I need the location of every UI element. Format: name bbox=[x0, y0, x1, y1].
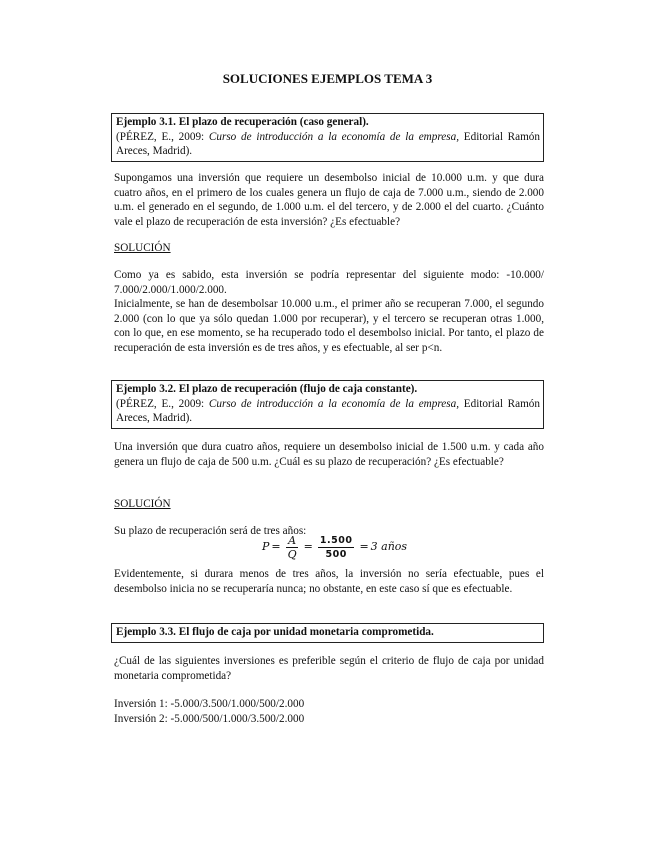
example-3-1-box bbox=[111, 113, 544, 162]
example-3-3-box bbox=[111, 623, 544, 643]
formula-equals: = bbox=[271, 540, 281, 554]
reference-author: (PÉREZ, E., 2009: bbox=[116, 130, 209, 143]
reference-book-title: Curso de introducción a la economía de la empresa, bbox=[208, 130, 460, 143]
example-3-2-solution-intro: Su plazo de recuperación será de tres años: bbox=[114, 525, 307, 537]
formula-equals: = bbox=[359, 540, 369, 554]
example-3-3-heading: Ejemplo 3.3. El flujo de caja por unidad monetaria comprometida. bbox=[116, 626, 434, 638]
example-3-1-reference bbox=[116, 131, 540, 158]
example-3-3-investments bbox=[114, 697, 544, 726]
formula-fraction-numeric bbox=[318, 534, 355, 561]
investment-2: Inversión 2: -5.000/500/1.000/3.500/2.000 bbox=[114, 712, 305, 725]
formula-result: 3 años bbox=[370, 540, 408, 554]
solution-paragraph: Como ya es sabido, esta inversión se podría representar del siguiente modo: -10.000/ 7.000/2.000/1.000/2.000. bbox=[114, 269, 544, 296]
example-3-2-statement: Una inversión que dura cuatro años, requiere un desembolso inicial de 1.500 u.m. y cada año genera un flujo de caja de 500 u.m. ¿Cuál es su plazo de recuperación? ¿Es efectuable? bbox=[114, 441, 544, 468]
example-3-2-box bbox=[111, 380, 544, 429]
reference-book-title: Curso de introducción a la economía de la empresa, bbox=[208, 397, 460, 410]
fraction-denominator: 500 bbox=[325, 549, 347, 560]
reference-author: (PÉREZ, E., 2009: bbox=[116, 397, 209, 410]
formula-lhs: P bbox=[262, 540, 270, 554]
reference-publisher: Editorial Ramón Areces, Madrid). bbox=[116, 130, 540, 157]
fraction-numerator: A bbox=[288, 534, 297, 547]
formula-equals: = bbox=[303, 540, 313, 554]
fraction-numerator: 1.500 bbox=[319, 535, 353, 546]
example-3-2-reference bbox=[116, 398, 540, 425]
example-3-2-solution-text: Evidentemente, si durara menos de tres años, la inversión no sería efectuable, pues el desembolso inicia no se recuperaría nunca; no obstante, en este caso sí que es efectuable. bbox=[114, 568, 544, 595]
payback-formula bbox=[262, 534, 407, 561]
example-3-2-heading: Ejemplo 3.2. El plazo de recuperación (flujo de caja constante). bbox=[116, 383, 418, 395]
example-3-3-statement: ¿Cuál de las siguientes inversiones es preferible según el criterio de flujo de caja por unidad monetaria comprometida? bbox=[114, 655, 544, 682]
page-title: SOLUCIONES EJEMPLOS TEMA 3 bbox=[222, 71, 433, 86]
example-3-1-statement: Supongamos una inversión que requiere un desembolso inicial de 10.000 u.m. y que dura cuatro años, en el primero de los cuales genera un flujo de caja de 7.000 u.m., siendo de 2.000 u.m. el generado en el segundo, de 1.000 u.m. el del tercero, y de 2.000 el del cuarto. ¿Cuánto vale el plazo de recuperación de esta inversión? ¿Es efectuable? bbox=[114, 172, 544, 228]
example-3-1-heading: Ejemplo 3.1. El plazo de recuperación (caso general). bbox=[116, 116, 369, 128]
example-3-2-solution-label: SOLUCIÓN bbox=[114, 498, 171, 510]
example-3-1-solution-text bbox=[114, 268, 544, 355]
example-3-1-solution-label: SOLUCIÓN bbox=[114, 242, 171, 254]
formula-fraction-symbolic bbox=[286, 534, 299, 561]
fraction-denominator: Q bbox=[287, 548, 297, 561]
investment-1: Inversión 1: -5.000/3.500/1.000/500/2.000 bbox=[114, 698, 305, 710]
solution-paragraph: Inicialmente, se han de desembolsar 10.000 u.m., el primer año se recuperan 7.000, el segundo 2.000 (con lo que ya sólo quedan 1.000 por recuperar), y el tercero se recuperan otras 1.000, con lo que, en ese momento, se ha recuperado todo el desembolso inicial. Por tanto, el plazo de recuperación de esta inversión es de tres años, y es efectuable, al ser p<n. bbox=[114, 298, 544, 354]
reference-publisher: Editorial Ramón Areces, Madrid). bbox=[116, 397, 540, 424]
